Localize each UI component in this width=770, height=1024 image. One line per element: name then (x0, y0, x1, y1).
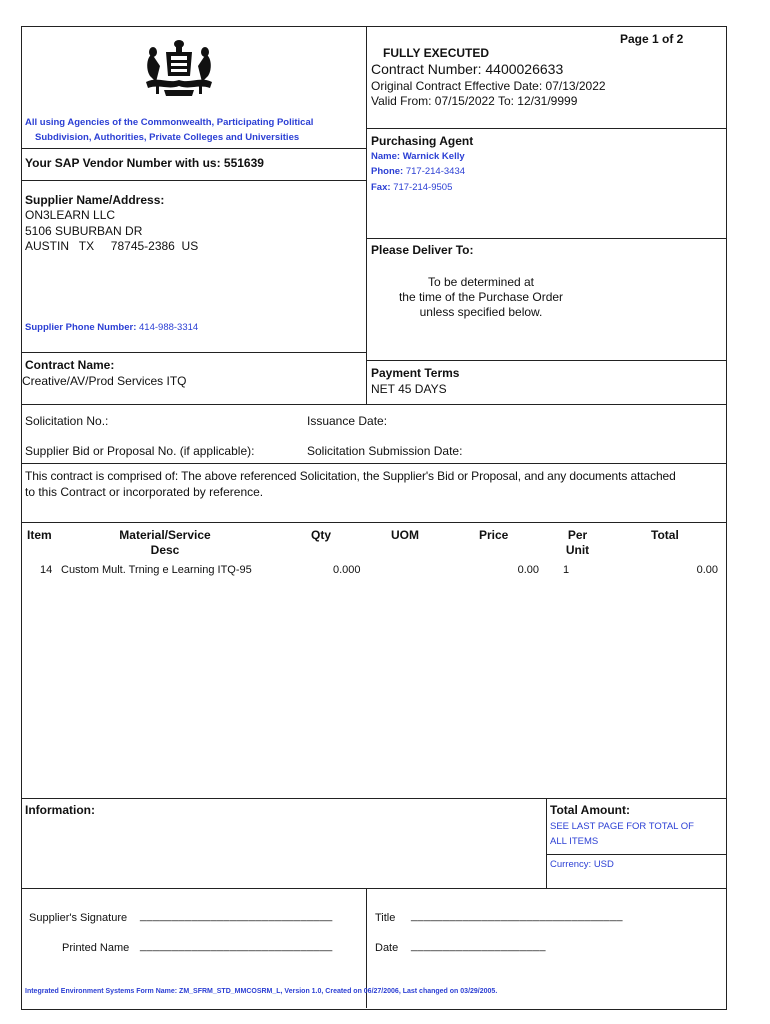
supplier-phone-label: Supplier Phone Number: (25, 322, 137, 333)
row-qty: 0.000 (333, 564, 361, 576)
valid-from: Valid From: 07/15/2022 To: 12/31/9999 (371, 94, 578, 108)
rule-right-deliver (366, 360, 726, 361)
agent-name-value: Warnick Kelly (402, 151, 465, 162)
bid-proposal-label: Supplier Bid or Proposal No. (if applicable): (25, 444, 255, 458)
contract-name-value: Creative/AV/Prod Services ITQ (22, 374, 187, 388)
comprised-line-2: to this Contract or incorporated by reference. (25, 485, 264, 499)
agent-fax-label: Fax: (371, 182, 391, 193)
col-header-unit: Unit (565, 543, 590, 557)
rule-full-comprised (21, 463, 726, 464)
supplier-signature-line[interactable]: ______________________________ (140, 910, 333, 922)
col-header-total: Total (651, 528, 679, 542)
date-line[interactable]: _____________________ (411, 940, 546, 952)
contract-name-title: Contract Name: (25, 358, 115, 372)
divider-vertical-top (366, 26, 367, 404)
original-effective-date: Original Contract Effective Date: 07/13/2022 (371, 79, 606, 93)
rule-full-table (21, 522, 726, 523)
page-indicator: Page 1 of 2 (620, 32, 684, 46)
printed-name-label: Printed Name (62, 942, 130, 954)
rule-right-header (366, 128, 726, 129)
agent-fax (371, 181, 452, 195)
agent-name-label: Name: (371, 151, 401, 162)
payment-terms-value: NET 45 DAYS (371, 382, 447, 396)
supplier-city: AUSTIN TX 78745-2386 US (25, 239, 199, 253)
divider-vertical-info (546, 798, 547, 888)
rule-right-agent (366, 238, 726, 239)
supplier-signature-label: Supplier's Signature (29, 912, 128, 924)
deliver-line-1: To be determined at (427, 275, 535, 289)
deliver-line-3: unless specified below. (419, 305, 543, 319)
supplier-name: ON3LEARN LLC (25, 208, 116, 222)
date-label: Date (375, 942, 399, 954)
deliver-title: Please Deliver To: (371, 243, 474, 257)
col-header-material: Material/Service (119, 528, 211, 542)
row-desc: Custom Mult. Trning e Learning ITQ-95 (61, 564, 252, 576)
row-per: 1 (563, 564, 570, 576)
printed-name-line[interactable]: ______________________________ (140, 940, 333, 952)
agent-name (371, 150, 465, 164)
rule-left-supplier (21, 352, 366, 353)
col-header-price: Price (479, 528, 509, 542)
information-label: Information: (25, 803, 95, 817)
commonwealth-seal-icon (138, 36, 220, 100)
agent-phone-label: Phone: (371, 166, 404, 177)
col-header-desc: Desc (150, 543, 180, 557)
submission-date-label: Solicitation Submission Date: (307, 444, 463, 458)
issuance-date-label: Issuance Date: (307, 414, 388, 428)
purchasing-agent-title: Purchasing Agent (371, 134, 474, 148)
agent-phone-value: 717-214-3434 (405, 166, 466, 177)
col-header-uom: UOM (391, 528, 419, 542)
rule-full-info (21, 798, 726, 799)
agent-fax-value: 717-214-9505 (393, 182, 453, 193)
title-line[interactable]: _________________________________ (411, 910, 623, 922)
supplier-street: 5106 SUBURBAN DR (25, 224, 143, 238)
agencies-line-2: Subdivision, Authorities, Private Colleges and Universities (35, 132, 300, 143)
supplier-phone-value: 414-988-3314 (139, 322, 199, 333)
solicitation-number-label: Solicitation No.: (25, 414, 109, 428)
agencies-line-1: All using Agencies of the Commonwealth, Participating Political (25, 117, 314, 128)
rule-currency (546, 854, 726, 855)
supplier-title: Supplier Name/Address: (25, 193, 165, 207)
payment-terms-title: Payment Terms (371, 366, 460, 380)
currency-label: Currency: USD (550, 859, 614, 870)
rule-full-signature (21, 888, 726, 889)
rule-full-solicitation (21, 404, 726, 405)
row-price: 0.00 (517, 564, 539, 576)
row-item: 14 (40, 564, 53, 576)
total-note-line-2: ALL ITEMS (550, 836, 599, 847)
agent-phone (371, 165, 465, 179)
title-label: Title (375, 912, 396, 924)
col-header-per: Per (567, 528, 588, 542)
rule-left-agencies (21, 148, 366, 149)
rule-left-sap (21, 180, 366, 181)
comprised-line-1: This contract is comprised of: The above referenced Solicitation, the Supplier's Bid or Proposal, and any documents attached (25, 469, 676, 483)
total-note-line-1: SEE LAST PAGE FOR TOTAL OF (550, 821, 694, 832)
form-footer: Integrated Environment Systems Form Name: ZM_SFRM_STD_MMCOSRM_L, Version 1.0, Created on 06/27/2006, Last changed on 03/29/2005. (25, 988, 498, 995)
contract-number: Contract Number: 4400026633 (371, 61, 564, 77)
col-header-item: Item (27, 528, 52, 542)
col-header-qty: Qty (311, 528, 332, 542)
total-amount-label: Total Amount: (550, 803, 630, 817)
row-total: 0.00 (696, 564, 718, 576)
supplier-phone (25, 321, 198, 335)
status-fully-executed: FULLY EXECUTED (383, 46, 490, 60)
sap-vendor-number: Your SAP Vendor Number with us: 551639 (25, 156, 264, 170)
deliver-line-2: the time of the Purchase Order (398, 290, 564, 304)
